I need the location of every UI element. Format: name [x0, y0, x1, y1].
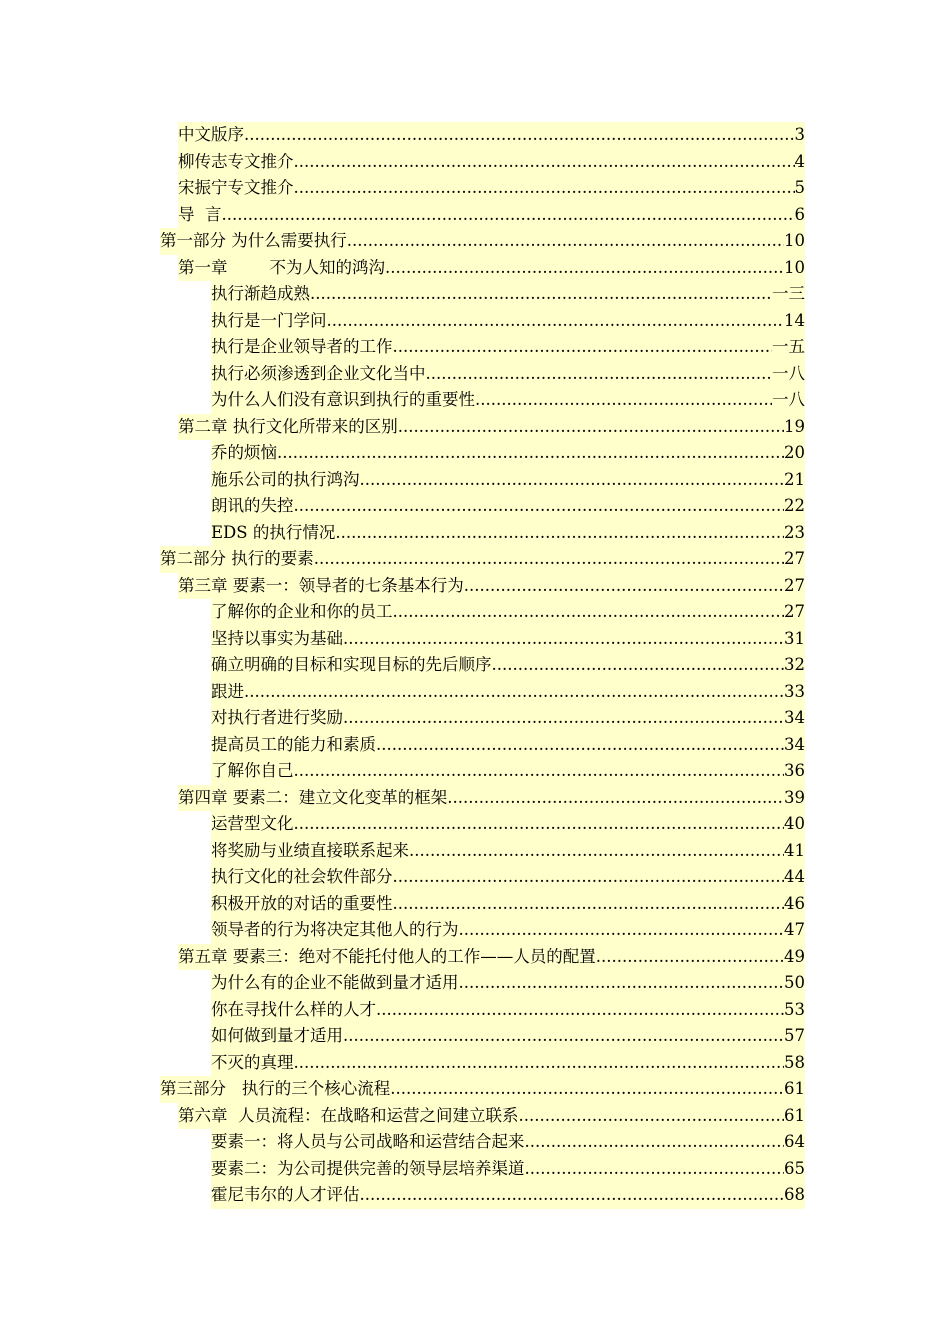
toc-entry-page-number: 23: [784, 522, 805, 542]
toc-entry-page-number: 5: [794, 178, 805, 197]
toc-entry-row[interactable]: [211, 361, 805, 388]
toc-entry-page-number: 6: [794, 204, 805, 224]
toc-entry-title: 第一章 不为人知的鸿沟: [178, 257, 385, 277]
toc-entry-page-number: 10: [784, 257, 805, 277]
toc-entry-page-number: 41: [784, 840, 805, 860]
toc-entry-row[interactable]: [160, 228, 805, 255]
toc-entry-page-number: 27: [784, 602, 805, 621]
toc-entry-title: 提高员工的能力和素质: [211, 734, 376, 754]
toc-entry-page-number: 36: [784, 761, 805, 780]
toc-entry-title: 要素一：将人员与公司战略和运营结合起来: [211, 1132, 525, 1151]
toc-entry[interactable]: [0, 758, 950, 785]
toc-entry-title: 第二部分 执行的要素: [160, 549, 314, 568]
toc-dot-leader: [244, 122, 795, 149]
toc-dot-leader: [343, 705, 784, 732]
toc-entry-page-number: 14: [784, 310, 805, 330]
toc-entry-page-number: 22: [784, 496, 805, 515]
toc-entry-page-number: 47: [784, 920, 805, 939]
toc-entry-page-number: 31: [784, 628, 805, 648]
toc-entry-page-number: 58: [784, 1052, 805, 1072]
toc-entry-title: 为什么有的企业不能做到量才适用: [211, 973, 459, 992]
toc-entry-title: 领导者的行为将决定其他人的行为: [211, 920, 459, 939]
toc-dot-leader: [294, 175, 795, 202]
toc-entry-row[interactable]: [211, 1023, 805, 1050]
toc-dot-leader: [277, 440, 784, 467]
toc-entry-row[interactable]: [211, 281, 805, 308]
toc-entry[interactable]: [0, 811, 950, 838]
toc-entry[interactable]: [0, 414, 950, 441]
toc-entry[interactable]: [0, 334, 950, 361]
toc-entry-title: 了解你的企业和你的员工: [211, 602, 393, 621]
toc-dot-leader: [525, 1129, 785, 1156]
toc-dot-leader: [393, 864, 785, 891]
toc-entry-row[interactable]: [211, 891, 805, 918]
toc-dot-leader: [390, 1076, 784, 1103]
toc-entry-title: 如何做到量才适用: [211, 1026, 343, 1045]
toc-dot-leader: [294, 1050, 785, 1077]
toc-entry-page-number: 32: [784, 655, 805, 674]
toc-entry-page-number: 50: [784, 973, 805, 992]
toc-dot-leader: [314, 546, 784, 573]
toc-entry-title: 第四章 要素二：建立文化变革的框架: [178, 787, 448, 807]
toc-entry-title: 跟进: [211, 681, 244, 701]
toc-dot-leader: [492, 652, 785, 679]
toc-entry-title: 执行是一门学问: [211, 310, 327, 330]
toc-entry-page-number: 27: [784, 575, 805, 595]
toc-entry[interactable]: [0, 1050, 950, 1077]
toc-entry-title: 积极开放的对话的重要性: [211, 893, 393, 913]
toc-entry-row[interactable]: [211, 970, 805, 997]
toc-entry-title: 执行文化的社会软件部分: [211, 867, 393, 886]
toc-entry-title: 乔的烦恼: [211, 443, 277, 462]
toc-entry-row[interactable]: [178, 414, 805, 441]
toc-entry-row[interactable]: [160, 1076, 805, 1103]
toc-entry-page-number: 19: [784, 416, 805, 436]
toc-entry[interactable]: [0, 838, 950, 865]
toc-entry-row[interactable]: [211, 917, 805, 944]
toc-entry-title: EDS 的执行情况: [211, 522, 336, 542]
toc-entry-row[interactable]: [211, 308, 805, 335]
toc-entry-title: 中文版序: [178, 125, 244, 144]
toc-entry-title: 霍尼韦尔的人才评估: [211, 1185, 360, 1204]
toc-entry-row[interactable]: [211, 1182, 805, 1209]
toc-entry-page-number: 一三: [772, 284, 805, 303]
toc-dot-leader: [398, 414, 784, 441]
toc-entry-row[interactable]: [211, 440, 805, 467]
toc-dot-leader: [376, 997, 784, 1024]
toc-entry[interactable]: [0, 467, 950, 494]
toc-dot-leader: [459, 917, 785, 944]
toc-dot-leader: [385, 255, 784, 282]
toc-entry[interactable]: [0, 917, 950, 944]
toc-entry[interactable]: [0, 970, 950, 997]
toc-entry-row[interactable]: [211, 1156, 805, 1183]
toc-entry-row[interactable]: [211, 626, 805, 653]
toc-entry-row[interactable]: [211, 1050, 805, 1077]
toc-entry-row[interactable]: [178, 122, 805, 149]
toc-entry[interactable]: [0, 652, 950, 679]
toc-entry-row[interactable]: [211, 705, 805, 732]
toc-dot-leader: [343, 1023, 784, 1050]
toc-entry-title: 第五章 要素三：绝对不能托付他人的工作——人员的配置: [178, 946, 596, 966]
toc-entry-page-number: 44: [784, 867, 805, 886]
toc-entry-row[interactable]: [211, 493, 805, 520]
table-of-contents: [0, 122, 950, 1209]
toc-dot-leader: [347, 228, 784, 255]
toc-entry[interactable]: [0, 149, 950, 176]
toc-entry-title: 不灭的真理: [211, 1052, 294, 1072]
toc-entry-page-number: 27: [784, 549, 805, 568]
toc-entry-page-number: 33: [784, 681, 805, 701]
toc-entry-title: 你在寻找什么样的人才: [211, 999, 376, 1019]
toc-dot-leader: [294, 493, 785, 520]
toc-entry[interactable]: [0, 255, 950, 282]
toc-entry-title: 第六章 人员流程：在战略和运营之间建立联系: [178, 1105, 519, 1125]
toc-entry-row[interactable]: [178, 255, 805, 282]
toc-dot-leader: [393, 599, 785, 626]
toc-entry[interactable]: [0, 1076, 950, 1103]
toc-entry-page-number: 20: [784, 443, 805, 462]
toc-entry-row[interactable]: [178, 149, 805, 176]
toc-dot-leader: [343, 626, 784, 653]
toc-entry-row[interactable]: [178, 1103, 805, 1130]
toc-entry-row[interactable]: [211, 387, 805, 414]
toc-entry[interactable]: [0, 1103, 950, 1130]
toc-entry-title: 执行必须渗透到企业文化当中: [211, 363, 426, 383]
toc-dot-leader: [327, 308, 785, 335]
toc-entry-row[interactable]: [211, 838, 805, 865]
toc-entry-page-number: 一八: [772, 363, 805, 383]
toc-dot-leader: [360, 1182, 785, 1209]
toc-dot-leader: [294, 149, 795, 176]
toc-entry-row[interactable]: [211, 599, 805, 626]
toc-entry-title: 第二章 执行文化所带来的区别: [178, 416, 398, 436]
toc-entry-title: 执行是企业领导者的工作: [211, 337, 393, 356]
toc-dot-leader: [222, 202, 795, 229]
toc-dot-leader: [310, 281, 772, 308]
toc-entry-title: 第三章 要素一：领导者的七条基本行为: [178, 575, 464, 595]
toc-dot-leader: [294, 758, 785, 785]
toc-entry-title: 执行渐趋成熟: [211, 284, 310, 303]
toc-entry[interactable]: [0, 175, 950, 202]
toc-entry-page-number: 一五: [772, 337, 805, 356]
toc-entry-page-number: 57: [784, 1026, 805, 1045]
toc-entry-title: 运营型文化: [211, 814, 294, 833]
toc-dot-leader: [335, 520, 784, 547]
toc-entry-title: 施乐公司的执行鸿沟: [211, 469, 360, 489]
toc-entry-row[interactable]: [178, 573, 805, 600]
toc-entry-row[interactable]: [211, 334, 805, 361]
toc-dot-leader: [475, 387, 772, 414]
toc-entry-title: 第三部分 执行的三个核心流程: [160, 1079, 391, 1098]
toc-dot-leader: [360, 467, 785, 494]
toc-entry-page-number: 39: [784, 787, 805, 807]
toc-dot-leader: [447, 785, 784, 812]
toc-entry-title: 宋振宁专文推介: [178, 178, 294, 197]
toc-entry-row[interactable]: [211, 997, 805, 1024]
toc-entry[interactable]: [0, 705, 950, 732]
toc-entry[interactable]: [0, 493, 950, 520]
toc-entry-page-number: 10: [784, 231, 805, 250]
toc-entry-title: 要素二：为公司提供完善的领导层培养渠道: [211, 1158, 525, 1178]
toc-entry[interactable]: [0, 997, 950, 1024]
toc-entry-title: 将奖励与业绩直接联系起来: [211, 840, 409, 860]
toc-entry-page-number: 49: [784, 946, 805, 966]
toc-entry[interactable]: [0, 626, 950, 653]
toc-entry[interactable]: [0, 387, 950, 414]
toc-entry[interactable]: [0, 573, 950, 600]
toc-dot-leader: [409, 838, 784, 865]
toc-entry-row[interactable]: [211, 758, 805, 785]
toc-entry[interactable]: [0, 891, 950, 918]
toc-entry-row[interactable]: [211, 652, 805, 679]
toc-entry-title: 柳传志专文推介: [178, 151, 294, 171]
toc-dot-leader: [393, 891, 785, 918]
toc-entry-row[interactable]: [211, 732, 805, 759]
toc-entry-row[interactable]: [211, 1129, 805, 1156]
toc-entry-page-number: 3: [794, 125, 805, 144]
toc-entry[interactable]: [0, 228, 950, 255]
toc-entry[interactable]: [0, 520, 950, 547]
toc-entry-title: 第一部分 为什么需要执行: [160, 231, 347, 250]
toc-entry[interactable]: [0, 440, 950, 467]
toc-dot-leader: [519, 1103, 785, 1130]
toc-entry[interactable]: [0, 308, 950, 335]
toc-entry[interactable]: [0, 122, 950, 149]
toc-entry[interactable]: [0, 679, 950, 706]
toc-entry[interactable]: [0, 944, 950, 971]
toc-entry[interactable]: [0, 1023, 950, 1050]
toc-dot-leader: [393, 334, 773, 361]
toc-dot-leader: [459, 970, 785, 997]
toc-entry[interactable]: [0, 785, 950, 812]
toc-entry-row[interactable]: [211, 467, 805, 494]
toc-entry-row[interactable]: [160, 546, 805, 573]
toc-dot-leader: [426, 361, 773, 388]
toc-dot-leader: [294, 811, 785, 838]
toc-dot-leader: [464, 573, 784, 600]
toc-entry-page-number: 46: [784, 893, 805, 913]
toc-entry-page-number: 65: [784, 1158, 805, 1178]
toc-entry[interactable]: [0, 1182, 950, 1209]
toc-entry-row[interactable]: [211, 811, 805, 838]
toc-entry[interactable]: [0, 1156, 950, 1183]
toc-entry[interactable]: [0, 202, 950, 229]
toc-entry-page-number: 68: [784, 1185, 805, 1204]
toc-entry-page-number: 21: [784, 469, 805, 489]
toc-entry-page-number: 4: [794, 151, 805, 171]
toc-entry-row[interactable]: [178, 175, 805, 202]
toc-entry-row[interactable]: [211, 679, 805, 706]
toc-entry-title: 对执行者进行奖励: [211, 708, 343, 727]
toc-dot-leader: [525, 1156, 785, 1183]
toc-dot-leader: [376, 732, 784, 759]
toc-entry-title: 确立明确的目标和实现目标的先后顺序: [211, 655, 492, 674]
toc-entry[interactable]: [0, 361, 950, 388]
toc-entry[interactable]: [0, 864, 950, 891]
toc-entry-title: 为什么人们没有意识到执行的重要性: [211, 390, 475, 409]
toc-entry-page-number: 53: [784, 999, 805, 1019]
toc-entry-page-number: 61: [784, 1105, 805, 1125]
toc-entry-row[interactable]: [178, 944, 805, 971]
toc-entry[interactable]: [0, 599, 950, 626]
toc-entry-page-number: 一八: [772, 390, 805, 409]
toc-entry[interactable]: [0, 281, 950, 308]
toc-entry-title: 导 言: [178, 204, 222, 224]
toc-entry-page-number: 64: [784, 1132, 805, 1151]
toc-entry-page-number: 40: [784, 814, 805, 833]
toc-entry-title: 朗讯的失控: [211, 496, 294, 515]
toc-entry-row[interactable]: [211, 864, 805, 891]
toc-entry-row[interactable]: [178, 202, 805, 229]
toc-dot-leader: [596, 944, 784, 971]
toc-entry-title: 了解你自己: [211, 761, 294, 780]
toc-entry[interactable]: [0, 732, 950, 759]
toc-entry-row[interactable]: [211, 520, 805, 547]
toc-entry[interactable]: [0, 546, 950, 573]
toc-entry-page-number: 61: [784, 1079, 805, 1098]
toc-entry-title: 坚持以事实为基础: [211, 628, 343, 648]
toc-entry-page-number: 34: [784, 708, 805, 727]
toc-dot-leader: [244, 679, 784, 706]
toc-entry[interactable]: [0, 1129, 950, 1156]
toc-entry-page-number: 34: [784, 734, 805, 754]
toc-entry-row[interactable]: [178, 785, 805, 812]
